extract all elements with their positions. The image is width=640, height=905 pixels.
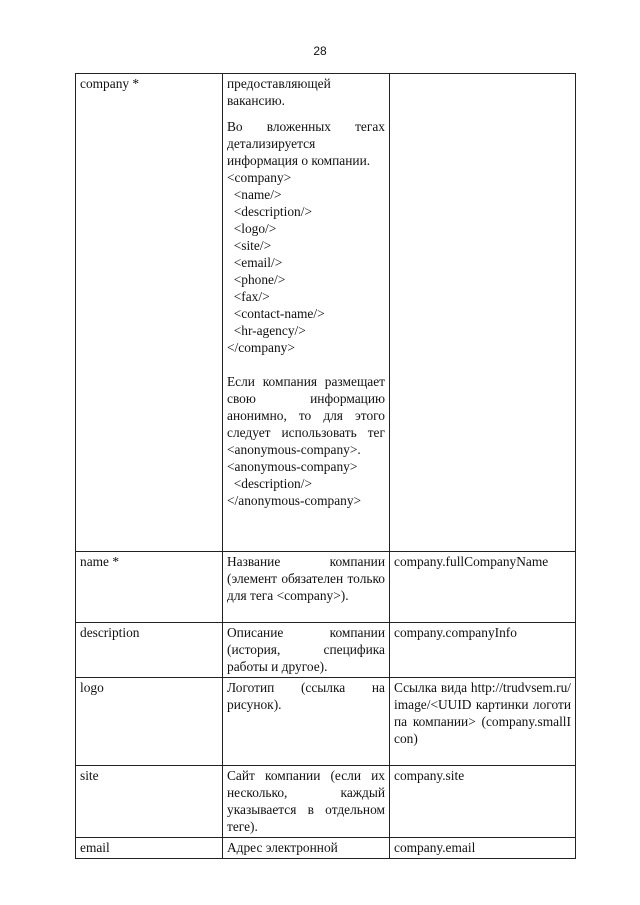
tag-cell: email	[76, 838, 223, 859]
code-line: </anonymous-company>	[227, 493, 362, 508]
description-cell: Название компании (элемент обязателен только для тега <company>).	[223, 552, 390, 623]
code-line: <site/>	[227, 238, 272, 253]
tag-cell: name *	[76, 552, 223, 623]
description-cell: Адрес электронной	[223, 838, 390, 859]
table-row	[76, 552, 576, 623]
code-line: <email/>	[227, 255, 283, 270]
mapping-cell: company.email	[390, 838, 576, 859]
mapping-cell: Ссылка вида http://trudvsem.ru/image/<UUID картинки логотипа компании> (company.smallIcon)	[390, 678, 576, 766]
code-line: <description/>	[227, 204, 313, 219]
tag-cell: company *	[76, 74, 223, 552]
code-line: <company>	[227, 170, 292, 185]
description-cell: Описание компании (история, специфика работы и другое).	[223, 623, 390, 678]
code-line: <fax/>	[227, 289, 270, 304]
code-line: <anonymous-company>	[227, 459, 358, 474]
description-cell: Логотип (ссылка на рисунок).	[223, 678, 390, 766]
description-cell	[223, 74, 390, 552]
mapping-cell: company.fullCompanyName	[390, 552, 576, 623]
page-number: 28	[313, 44, 327, 58]
code-line: <description/>	[227, 476, 313, 491]
table-row	[76, 678, 576, 766]
desc-detail: Во вложенных тегах детализируется информация о компании.	[227, 119, 385, 168]
tag-cell: description	[76, 623, 223, 678]
mapping-cell: company.site	[390, 766, 576, 838]
description-cell: Сайт компании (если их несколько, каждый указывается в отдельном теге).	[223, 766, 390, 838]
desc-anonymous: Если компания размещает свою информацию анонимно, то для этого следует использовать тег <anonymous-company>.	[227, 374, 385, 457]
table-row	[76, 838, 576, 859]
code-line: <hr-agency/>	[227, 323, 306, 338]
table-row	[76, 74, 576, 552]
code-line: </company>	[227, 340, 295, 355]
code-line: <logo/>	[227, 221, 277, 236]
mapping-cell: company.companyInfo	[390, 623, 576, 678]
anonymous-code-block	[227, 458, 385, 509]
mapping-cell	[390, 74, 576, 552]
desc-intro: предоставляющей вакансию.	[227, 76, 331, 108]
table-row	[76, 766, 576, 838]
company-code-block	[227, 169, 385, 356]
tag-cell: site	[76, 766, 223, 838]
table-row	[76, 623, 576, 678]
tags-table	[75, 73, 576, 859]
tag-cell: logo	[76, 678, 223, 766]
code-line: <phone/>	[227, 272, 286, 287]
code-line: <name/>	[227, 187, 282, 202]
code-line: <contact-name/>	[227, 306, 325, 321]
